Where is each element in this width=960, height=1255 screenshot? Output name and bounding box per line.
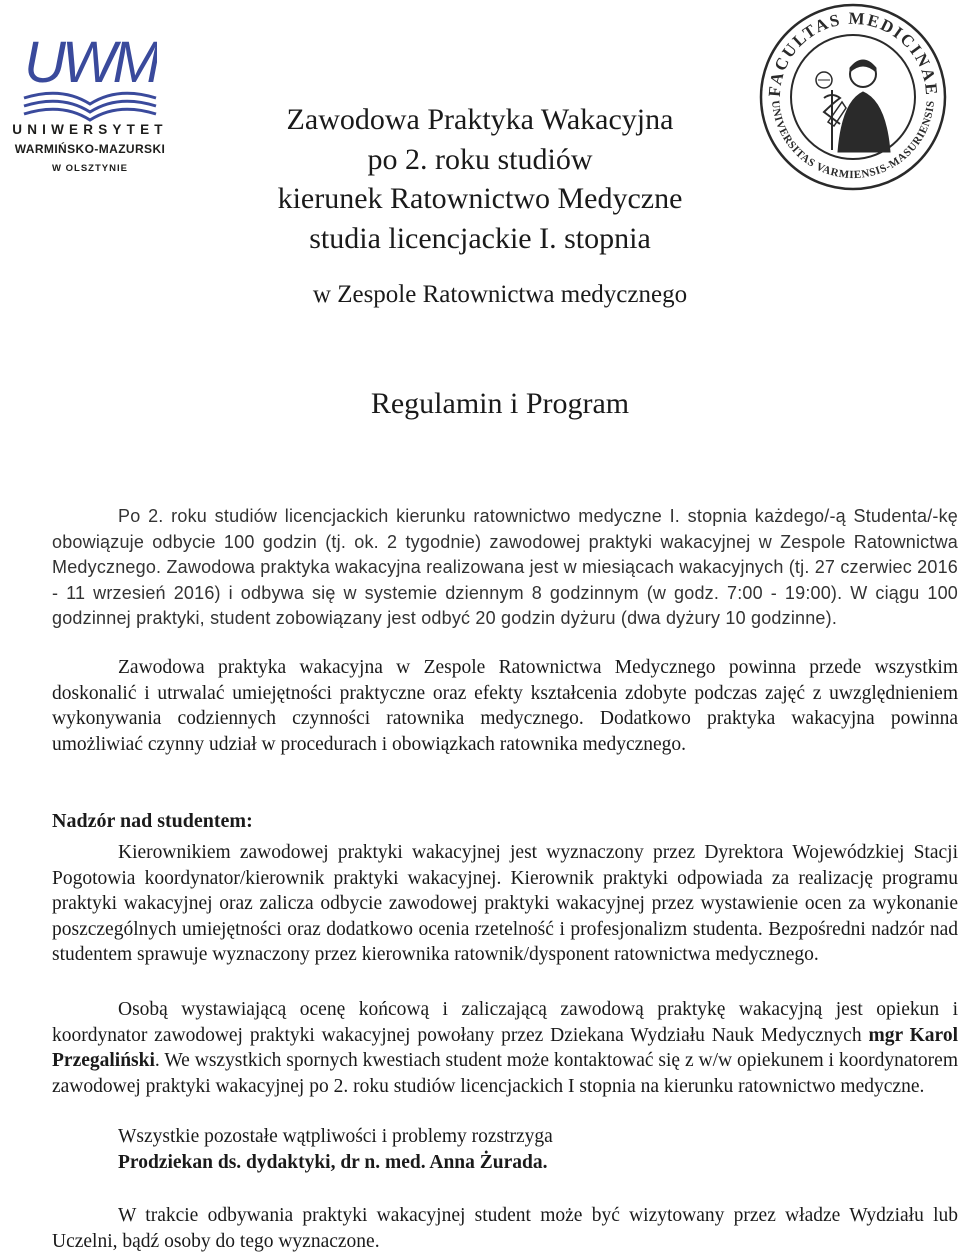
title-line-2: po 2. roku studiów (367, 143, 593, 176)
uwm-logo (0, 0, 180, 180)
title-line-4: studia licencjackie I. stopnia (309, 222, 651, 255)
uwm-name-line3: W OLSZTYNIE (52, 163, 128, 174)
seal-top-text: FACULTAS MEDICINAE (764, 8, 942, 98)
dean-line: Prodziekan ds. dydaktyki, dr n. med. Anna Żurada. (118, 1152, 548, 1173)
doubts-line: Wszystkie pozostałe wątpliwości i problemy rozstrzyga (118, 1126, 553, 1147)
document-subtitle: w Zespole Ratownictwa medycznego (312, 281, 688, 308)
uwm-name-line1: UNIWERSYTET (12, 122, 168, 137)
supervision-p2-text-after: . We wszystkich spornych kwestiach student może kontaktować się z w/w opiekunem i koordynatorem zawodowej praktyki wakacyjnej po 2. roku studiów licencjackich I stopnia na kierunku ratownictwo medyczne. (52, 1050, 958, 1097)
supervision-heading: Nadzór nad studentem: (52, 810, 253, 832)
visits-paragraph: W trakcie odbywania praktyki wakacyjnej student może być wizytowany przez władze Wydziału lub Uczelni, bądź osoby do tego wyznaczone. (52, 1205, 958, 1252)
svg-text:FACULTAS MEDICINAE (765, 9, 941, 98)
title-line-1: Zawodowa Praktyka Wakacyjna (286, 103, 674, 136)
uwm-mark: UWM (24, 30, 157, 95)
coordinator-name: mgr Karol Przegaliński (52, 1024, 958, 1071)
faculty-seal-icon (758, 2, 948, 192)
uwm-name-line2: WARMIŃSKO-MAZURSKI (14, 142, 166, 156)
uwm-book-icon (22, 22, 157, 122)
regulation-heading: Regulamin i Program (370, 387, 630, 420)
intro-paragraph-2: Zawodowa praktyka wakacyjna w Zespole Ratownictwa Medycznego powinna przede wszystkim doskonalić i utrwalać umiejętności praktyczne oraz efekty kształcenia zdobyte podczas zajęć z uwzględnieniem wykonywania codziennych czynności ratownika medycznego. Dodatkowo praktyka wakacyjna powinna umożliwiać czynny udział w procedurach i obowiązkach ratownika medycznego. (52, 657, 958, 755)
faculty-seal-logo (758, 2, 948, 192)
seal-bottom-text: UNIVERSITAS VARMIENSIS-MASURIENSIS (768, 99, 937, 182)
intro-paragraph-1: Po 2. roku studiów licencjackich kierunku ratownictwo medyczne I. stopnia każdego/-ą Studenta/-kę obowiązuje odbycie 100 godzin (tj. ok. 2 tygodnie) zawodowej praktyki wakacyjnej w Zespole Ratownictwa Medycznego. Zawodowa praktyka wakacyjna realizowana jest w miesiącach wakacyjnych (tj. 27 czerwiec 2016 - 11 wrzesień 2016) i odbywa się w systemie dziennym 8 godzinnym (w godz. 7:00 - 19:00). W ciągu 100 godzinnej praktyki, student zobowiązany jest odbyć 20 godzin dyżuru (dwa dyżury 10 godzinne). (52, 506, 959, 628)
title-line-3: kierunek Ratownictwo Medyczne (277, 182, 683, 215)
supervision-p2-text-before: Osobą wystawiającą ocenę końcową i zaliczającą zawodową praktykę wakacyjną jest opiekun i koordynator zawodowej praktyki wakacyjnej powołany przez Dziekana Wydziału Nauk Medycznych (52, 999, 958, 1046)
supervision-paragraph-2 (52, 997, 958, 1099)
supervision-paragraph-1: Kierownikiem zawodowej praktyki wakacyjnej jest wyznaczony przez Dyrektora Wojewódzkiej Stacji Pogotowia koordynator/kierownik praktyki wakacyjnej. Kierownik praktyki odpowiada za realizację programu praktyki wakacyjnej oraz zalicza odbycie zawodowej praktyki wakacyjnej przez wystawienie ocen za wykonanie poszczególnych umiejętności oraz dodatkowo ocenia rzetelność i profesjonalizm studenta. Bezpośredni nadzór nad studentem sprawuje wyznaczony przez kierownika ratownik/dysponent ratownictwa medycznego. (52, 842, 958, 965)
